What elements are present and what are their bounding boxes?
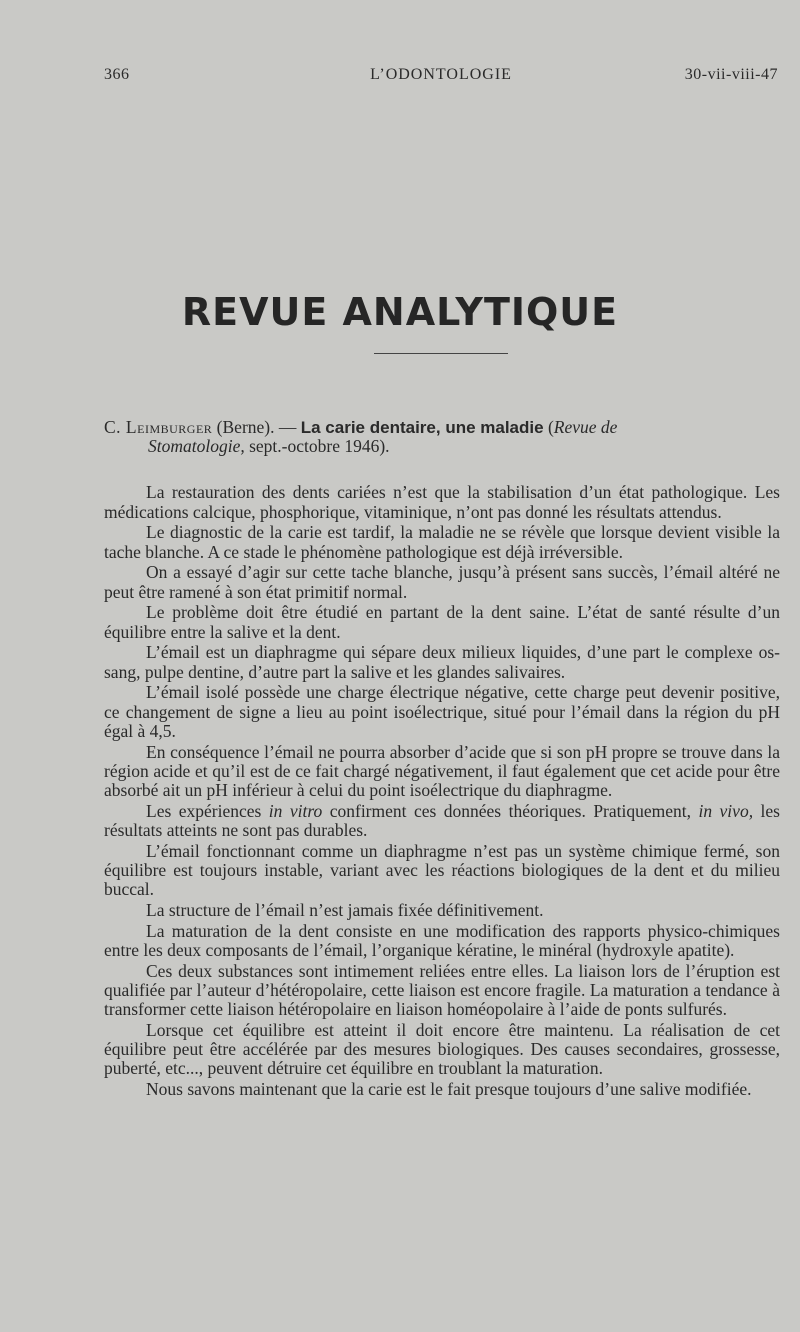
source-journal-2: Stomatologie, (148, 436, 245, 457)
p8-after: les résultats atteints ne sont pas durables. (104, 800, 780, 841)
article (104, 418, 780, 1101)
page-number: 366 (104, 66, 130, 83)
ref-separator: — (278, 417, 297, 437)
section-title: REVUE ANALYTIQUE (181, 290, 619, 334)
p8-before: Les expériences (146, 800, 269, 821)
title-rule (374, 353, 508, 354)
article-body (104, 483, 780, 1099)
paragraph-14: Nous savons maintenant que la carie est le fait presque toujours d’une salive modifiée. (146, 1079, 752, 1100)
paragraph-9: L’émail fonctionnant comme un diaphragme n’est pas un système chimique fermé, son équilibre est toujours instable, variant avec les réactions biologiques de la dent et du milieu buccal. (104, 840, 780, 900)
p8-in-vivo: in vivo, (698, 800, 754, 821)
paragraph-7: En conséquence l’émail ne pourra absorber d’acide que si son pH propre se trouve dans la région acide et qu’il est de ce fait chargé négativement, il faut également que cet acide pour être absorbé ait un pH inférieur à celui du point isoélectrique du diaphragme. (104, 741, 780, 801)
article-reference (104, 418, 780, 456)
p8-in-vitro: in vitro (268, 800, 323, 821)
paragraph-3: On a essayé d’agir sur cette tache blanche, jusqu’à présent sans succès, l’émail altéré ne peut être ramené à son état primitif normal. (104, 562, 780, 602)
paragraph-5: L’émail est un diaphragme qui sépare deux milieux liquides, d’une part le complexe os-sang, pulpe dentine, d’autre part la salive et les glandes salivaires. (104, 642, 780, 682)
paragraph-11: La maturation de la dent consiste en une modification des rapports physico-chimiques entre les deux composants de l’émail, l’organique kératine, le minéral (hydroxyle apatite). (104, 920, 780, 961)
article-title: La carie dentaire, une maladie (300, 418, 544, 437)
journal-name: L’ODONTOLOGIE (370, 66, 512, 83)
paragraph-1: La restauration des dents cariées n’est que la stabilisation d’un état pathologique. Les médications calcique, phosphorique, vitaminique, n’ont pas donné les résultats attendus. (104, 482, 780, 522)
author-location: (Berne). (216, 417, 275, 437)
source-journal-1: Revue de (553, 417, 618, 437)
running-header (104, 66, 778, 90)
paragraph-13: Lorsque cet équilibre est atteint il doit encore être maintenu. La réalisation de cet équilibre peut être accélérée par des mesures biologiques. Des causes secondaires, grossesse, puberté, etc..., peuvent détruire cet équilibre en troublant la maturation. (104, 1020, 780, 1079)
paragraph-4: Le problème doit être étudié en partant de la dent saine. L’état de santé résulte d’un équilibre entre la salive et la dent. (104, 602, 780, 642)
author-name: C. Leimburger (104, 417, 213, 437)
source-date: sept.-octobre 1946). (249, 436, 390, 457)
paragraph-6: L’émail isolé possède une charge électrique négative, cette charge peut devenir positive, ce changement de signe a lieu au point isoélectrique, situé pour l’émail dans la région du pH égal à 4,5. (104, 682, 780, 741)
issue-date: 30-vii-viii-47 (684, 66, 778, 83)
paragraph-2: Le diagnostic de la carie est tardif, la maladie ne se révèle que lorsque devient visible la tache blanche. A ce stade le phénomène pathologique est déjà irréversible. (104, 522, 780, 562)
paragraph-10: La structure de l’émail n’est jamais fixée définitivement. (146, 900, 544, 921)
paragraph-8 (104, 802, 780, 840)
p8-middle: confirment ces données théoriques. Pratiquement, (322, 800, 699, 821)
paragraph-12: Ces deux substances sont intimement reliées entre elles. La liaison lors de l’éruption est qualifiée par l’auteur d’hétéropolaire, cette liaison est encore fragile. La maturation a tendance à transformer cette liaison hétéropolaire en liaison homéopolaire à l’aide de ponts sulfurés. (104, 960, 780, 1020)
ref-open-paren: ( (547, 417, 554, 437)
